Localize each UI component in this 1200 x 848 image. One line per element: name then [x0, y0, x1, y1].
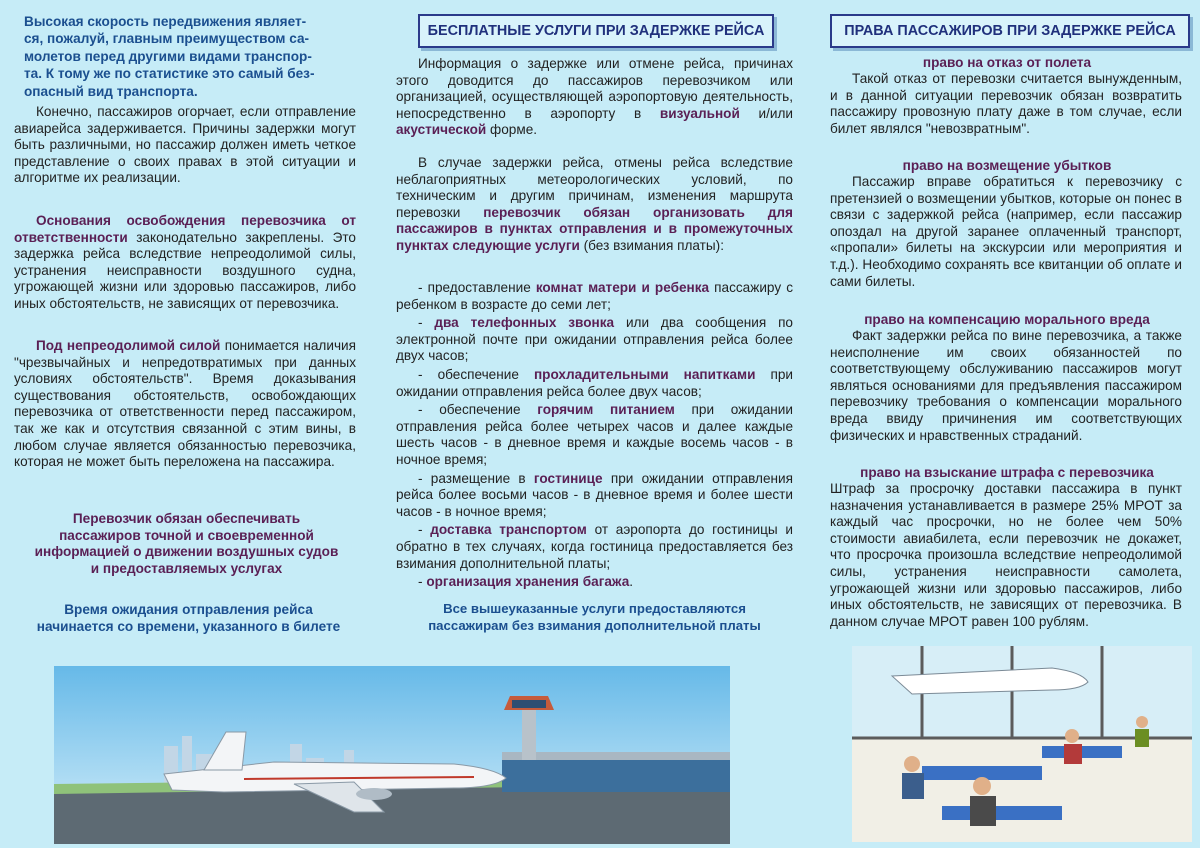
force-majeure-text: понимается наличия "чрезвычайных и непредотвратимых при данных условиях обстоятельств". Время доказывания существования обстоятельств, освобождающих перевозчика от ответственности перед пассажиром, так же как и отсутствия связанной с этим вины, в любом случае является обязанностью перевозчика, которая не может быть переложена на пассажира.: [14, 338, 356, 470]
right-refusal-text: Такой отказ от перевозки считается вынужденным, и в данной ситуации перевозчик обязан возвратить пассажиру провозную плату даже в том случае, если билет являлся "невозвратным".: [830, 71, 1182, 136]
list-item: [396, 402, 793, 468]
text-run: при ожидании отправления рейса более четырех часов и далее каждые шесть часов - в дневное время и каждые восемь часов - в ночное время;: [396, 402, 793, 467]
acoustic-highlight: акустической: [396, 122, 487, 138]
note-line: информацией о движении воздушных судов: [34, 544, 339, 559]
note-information: [0, 511, 373, 577]
intro-heading: [24, 13, 362, 100]
paragraph-force-majeure: [14, 338, 356, 471]
right-damages-text: Пассажир вправе обратиться к перевозчику с претензией о возмещении убытков, которые он понес в связи с задержкой рейса (например, если пассажир опоздал на другой заранее оплаченный транспорт, «пропали» билеты на экскурсии или мероприятия и т.д.). Необходимо сохранять все квитанции об оплате и сами билеты.: [830, 174, 1182, 289]
intro-line: молетов перед другими видами транспор-: [24, 48, 312, 64]
text-run: форме.: [486, 122, 538, 138]
note-line: Перевозчик обязан обеспечивать: [72, 511, 301, 526]
item-highlight: организация хранения багажа: [426, 574, 630, 590]
text-run: В случае задержки рейса, отмены рейса вследствие неблагоприятных метеорологических условий, по техническим и другим причинам, изменения маршрута перевозки: [396, 155, 793, 220]
paragraph-delay: Конечно, пассажиров огорчает, если отправление авиарейса задерживается. Причины задержки могут быть различными, но пассажир должен иметь четкое представление о своих правах в этой ситуации и алгоритме их реализации.: [14, 104, 356, 186]
passenger-rights-title: ПРАВА ПАССАЖИРОВ ПРИ ЗАДЕРЖКЕ РЕЙСА: [830, 14, 1190, 48]
note-line: пассажирам без взимания дополнительной платы: [428, 618, 761, 633]
note-line: и предоставляемых услугах: [90, 560, 283, 576]
grounds-text: законодательно закреплены. Это задержка рейса вследствие непреодолимой силы, устранения неисправности воздушного судна, угрожающей жизни или здоровью пассажиров, либо иных обстоятельств, не зависящих от перевозчика.: [14, 229, 356, 311]
item-highlight: комнат матери и ребенка: [535, 280, 710, 295]
services-list: [396, 280, 793, 591]
text-run: - обеспечение: [418, 402, 538, 418]
text-run: при ожидании отправления рейса более восьми часов - в дневное время и более шести часов - в ночное время;: [396, 470, 793, 519]
right-moral-heading: право на компенсацию морального вреда: [864, 312, 1150, 327]
text-run: -: [418, 522, 431, 538]
right-moral-text: Факт задержки рейса по вине перевозчика, а также неисполнение им своих обязанностей по соответствующему обслуживанию пассажиров могут являться основаниями для предъявления пассажиром перевозчику требования о компенсации морального вреда ввиду причинения им соответствующих физических и нравственных страданий.: [830, 328, 1182, 443]
intro-line: та. К тому же по статистике это самый без-: [24, 66, 315, 82]
item-highlight: гостинице: [533, 470, 603, 486]
item-highlight: горячим питанием: [537, 402, 675, 418]
list-item: [396, 471, 793, 521]
right-damages-heading: право на возмещение убытков: [902, 158, 1112, 173]
right-refusal-heading: право на отказ от полета: [922, 55, 1092, 70]
paragraph-obligation: [396, 155, 793, 255]
right-fine-text: Штраф за просрочку доставки пассажира в пункт назначения устанавливается в размере 25% МРОТ за каждый час просрочки, но не более чем 50% стоимости авиабилета, если перевозчик не докажет, что просрочка произошла вследствие непреодолимой силы, устранения неисправности самолета, угрожающей жизни или здоровью пассажиров, либо иных обстоятельств, не зависящих от перевозчика. В данном случае МРОТ равен 100 рублям.: [830, 481, 1182, 629]
intro-line: опасный вид транспорта.: [24, 83, 198, 99]
grounds-heading: Основания освобождения перевозчика от ответственности: [14, 213, 356, 245]
text-run: .: [629, 574, 634, 590]
paragraph-information: [396, 56, 793, 139]
free-services-title: БЕСПЛАТНЫЕ УСЛУГИ ПРИ ЗАДЕРЖКЕ РЕЙСА: [418, 14, 774, 48]
note-free-services: [390, 600, 799, 634]
airport-illustration: [54, 666, 730, 844]
note-line: начинается со времени, указанного в билете: [36, 619, 341, 634]
text-run: - обеспечение: [418, 366, 534, 382]
list-item: [396, 367, 793, 400]
note-line: Время ожидания отправления рейса: [64, 602, 313, 617]
visual-highlight: визуальной: [659, 105, 740, 121]
text-run: -: [418, 574, 427, 590]
note-line: Все вышеуказанные услуги предоставляются: [443, 601, 746, 616]
text-run: при ожидании отправления рейса более двух часов;: [396, 366, 793, 399]
text-run: пассажиру с ребенком в возрасте до семи лет;: [396, 280, 793, 312]
list-item: [396, 315, 793, 365]
obligation-highlight: перевозчик обязан организовать для пассажиров в пунктах отправления и в промежуточных пунктах следующие услуги: [396, 204, 793, 253]
item-highlight: доставка транспортом: [430, 522, 587, 538]
note-waiting-time: [0, 601, 377, 635]
text-run: (без взимания платы):: [579, 237, 724, 253]
paragraph-grounds: [14, 213, 356, 313]
text-run: Информация о задержке или отмене рейса, причинах этого доводится до пассажиров перевозчиком или организацией, осуществляющей аэропортовую деятельность, непосредственно в аэропорту в: [396, 56, 793, 121]
text-run: или два сообщения по электронной почте при ожидании отправления рейса более двух часов;: [396, 315, 793, 364]
text-run: от аэропорта до гостиницы и обратно в тех случаях, когда гостиница предоставляется без взимания дополнительной платы;: [396, 522, 793, 571]
intro-line: ся, пожалуй, главным преимуществом са-: [24, 31, 310, 47]
force-majeure-heading: Под непреодолимой силой: [36, 338, 221, 353]
item-highlight: два телефонных звонка: [434, 315, 615, 331]
text-run: - предоставление: [418, 280, 536, 295]
text-run: и/или: [739, 105, 794, 121]
intro-line: Высокая скорость передвижения являет-: [24, 14, 307, 29]
text-run: -: [418, 315, 435, 331]
list-item: [396, 522, 793, 572]
text-run: - размещение в: [418, 470, 534, 486]
item-highlight: прохладительными напитками: [533, 366, 756, 382]
waiting-hall-illustration: [852, 646, 1192, 842]
note-line: пассажиров точной и своевременной: [59, 527, 314, 543]
right-fine-heading: право на взыскание штрафа с перевозчика: [860, 465, 1154, 480]
list-item: [396, 574, 793, 591]
runway: [54, 784, 730, 844]
list-item: [396, 280, 793, 313]
